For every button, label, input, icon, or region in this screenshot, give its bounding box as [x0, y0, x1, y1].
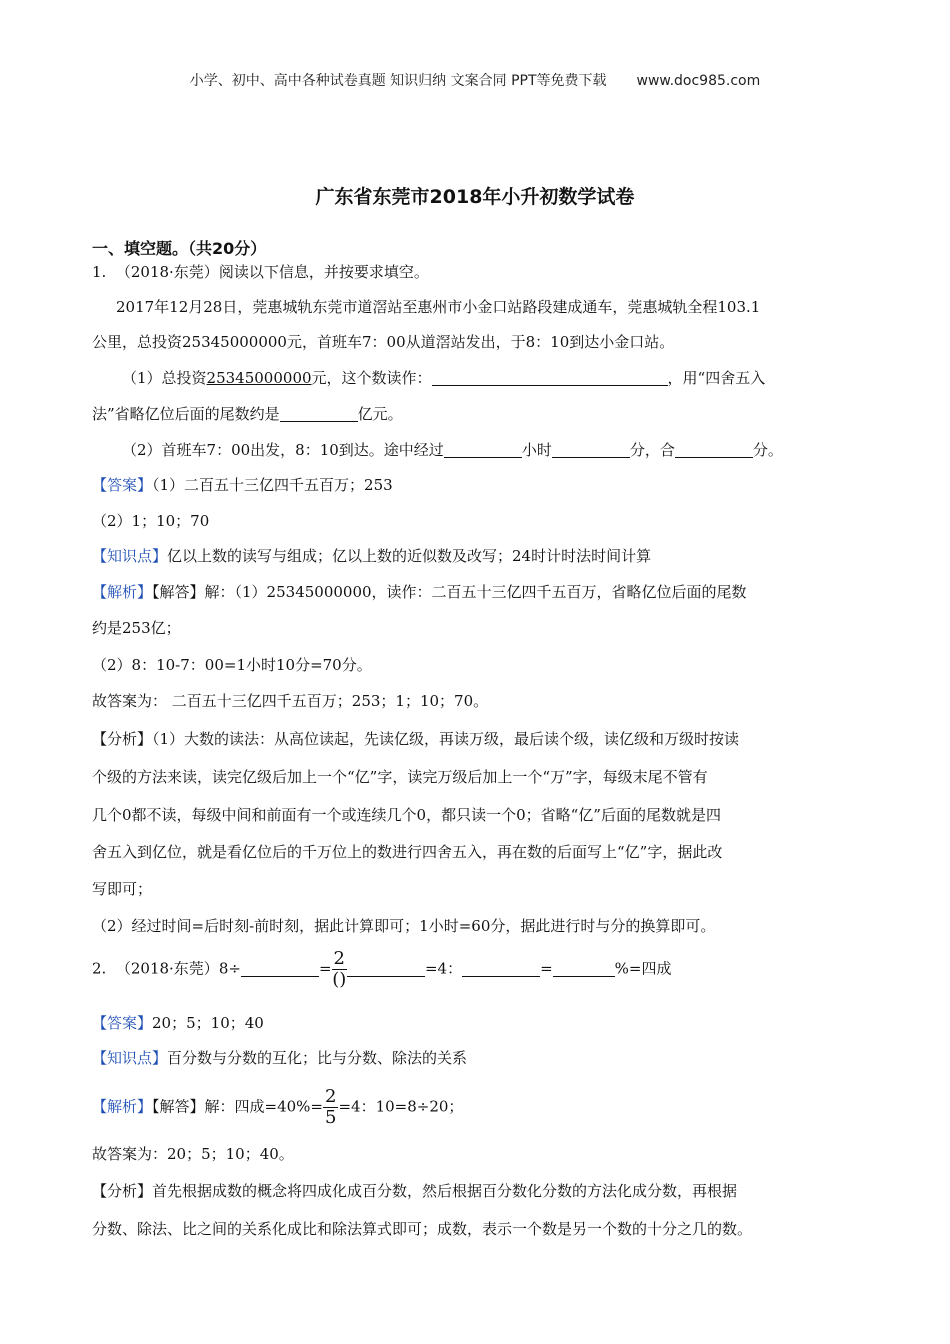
- q1-knowledge: [92, 546, 651, 566]
- knowledge-tag: 【知识点】: [92, 547, 168, 565]
- q2-end: %=四成: [614, 959, 672, 978]
- answer-tag: 【答案】: [92, 476, 153, 494]
- answer-blank[interactable]: [347, 960, 425, 977]
- q2-answer: [92, 1013, 264, 1033]
- q2-ratio: =4：: [424, 959, 463, 978]
- page-header: [0, 70, 950, 90]
- q1-answer-1: （1）二百五十三亿四千五百万；253: [152, 476, 393, 494]
- fraction-numerator: 2: [333, 948, 345, 969]
- q1-sub1-line2: [92, 404, 403, 424]
- q2-number: 2.: [92, 959, 107, 978]
- q2-answer-text: 20；5；10；40: [152, 1014, 264, 1032]
- q2-solution-fraction: [323, 1088, 338, 1127]
- q1-sub1-post: ，用“四舍五入: [667, 369, 766, 387]
- q1-analysis-1: 【分析】（1）大数的读法：从高位读起，先读亿级，再读万级，最后读个级，读亿级和万级时按读: [92, 730, 740, 748]
- q1-analysis-6: （2）经过时间=后时刻-前时刻，据此计算即可；1小时=60分，据此进行时与分的换算即可。: [92, 917, 716, 935]
- q1-solution-2: 约是253亿；: [92, 619, 181, 637]
- q1-analysis-2: 个级的方法来读，读完亿级后加上一个“亿”字，读完万级后加上一个“万”字，每级末尾不管有: [92, 768, 708, 786]
- solution-tag: 【解析】: [92, 1097, 153, 1116]
- q2-knowledge: [92, 1048, 467, 1068]
- q1-answer-2: （2）1；10；70: [92, 512, 210, 530]
- q1-sub1-mid: 元，这个数读作：: [311, 369, 432, 387]
- answer-blank[interactable]: [280, 405, 358, 422]
- q1-sub2-min: 分，合: [629, 441, 675, 459]
- q1-knowledge-text: 亿以上数的读写与组成；亿以上数的近似数及改写；24时计时法时间计算: [167, 547, 652, 565]
- answer-tag: 【答案】: [92, 1014, 153, 1032]
- answer-blank[interactable]: [462, 960, 540, 977]
- q2-start: 8÷: [218, 959, 241, 978]
- q1-sub2-hour: 小时: [521, 441, 552, 459]
- q2-header: [92, 950, 672, 989]
- fraction-denominator: 5: [325, 1107, 337, 1128]
- q1-header: [92, 262, 429, 282]
- q1-analysis-3: 几个0都不读，每级中间和前面有一个或连续几个0，都只读一个0；省略“亿”后面的尾数就是四: [92, 806, 721, 824]
- page-title: 广东省东莞市2018年小升初数学试卷: [315, 186, 635, 208]
- answer-blank[interactable]: [444, 441, 522, 458]
- q1-number: 1.: [92, 263, 107, 281]
- q2-source: （2018·东莞）: [115, 959, 219, 978]
- knowledge-tag: 【知识点】: [92, 1049, 168, 1067]
- answer-blank[interactable]: [675, 441, 753, 458]
- q1-solution-4: 故答案为： 二百五十三亿四千五百万；253；1；10；70。: [92, 692, 489, 710]
- q2-analysis-2: 分数、除法、比之间的关系化成比和除法算式即可；成数，表示一个数是另一个数的十分之几的数。: [92, 1220, 753, 1238]
- q1-analysis-4: 舍五入到亿位，就是看亿位后的千万位上的数进行四舍五入，再在数的后面写上“亿”字，据此改: [92, 843, 723, 861]
- q1-source: （2018·东莞）: [115, 263, 219, 281]
- q1-sub2-end: 分。: [752, 441, 783, 459]
- fraction-numerator: 2: [325, 1086, 337, 1107]
- answer-blank[interactable]: [432, 369, 668, 386]
- header-site[interactable]: www.doc985.com: [636, 73, 761, 89]
- q2-solution-2: 故答案为：20；5；10；40。: [92, 1145, 294, 1163]
- answer-blank[interactable]: [552, 441, 630, 458]
- q1-sub1-line1: [122, 368, 765, 388]
- q1-solution-1: [92, 582, 747, 602]
- q1-para2: 公里，总投资25345000000元，首班车7：00从道滘站发出，于8：10到达小金口站。: [92, 333, 675, 351]
- q1-sub1b-pre: 法”省略亿位后面的尾数约是: [92, 405, 280, 423]
- q1-sub2-pre: （2）首班车7：00出发，8：10到达。途中经过: [122, 441, 444, 459]
- q1-answer: [92, 475, 393, 495]
- q2-solution-post: =4：10=8÷20；: [338, 1097, 464, 1116]
- q1-sub1b-post: 亿元。: [357, 405, 403, 423]
- q1-analysis-5: 写即可；: [92, 880, 153, 898]
- section-heading: 一、填空题。（共20分）: [92, 239, 267, 258]
- answer-blank[interactable]: [241, 960, 319, 977]
- q2-knowledge-text: 百分数与分数的互化；比与分数、除法的关系: [167, 1049, 468, 1067]
- q2-eq: =: [318, 959, 332, 978]
- q1-para1: 2017年12月28日，莞惠城轨东莞市道滘站至惠州市小金口站路段建成通车，莞惠城轨全程103.1: [116, 298, 761, 316]
- q1-solution-text: 【解答】解：（1）25345000000，读作：二百五十三亿四千五百万，省略亿位后面的尾数: [152, 583, 747, 601]
- fraction-denominator: (): [332, 969, 347, 990]
- solution-tag: 【解析】: [92, 583, 153, 601]
- q1-sub2: [122, 440, 783, 460]
- q2-solution-1: [92, 1088, 463, 1127]
- q1-sub1-number: 25345000000: [206, 369, 312, 387]
- q2-fraction: [332, 950, 347, 989]
- q1-solution-3: （2）8：10-7：00=1小时10分=70分。: [92, 656, 372, 674]
- header-text: 小学、初中、高中各种试卷真题 知识归纳 文案合同 PPT等免费下载: [189, 73, 607, 89]
- q2-eq2: =: [540, 959, 553, 978]
- q1-prompt: 阅读以下信息，并按要求填空。: [218, 263, 429, 281]
- q1-sub1-pre: （1）总投资: [122, 369, 207, 387]
- q2-solution-pre: 【解答】解：四成=40%=: [152, 1097, 323, 1116]
- q2-analysis-1: 【分析】首先根据成数的概念将四成化成百分数，然后根据百分数化分数的方法化成分数，再根据: [92, 1182, 738, 1200]
- answer-blank[interactable]: [553, 960, 615, 977]
